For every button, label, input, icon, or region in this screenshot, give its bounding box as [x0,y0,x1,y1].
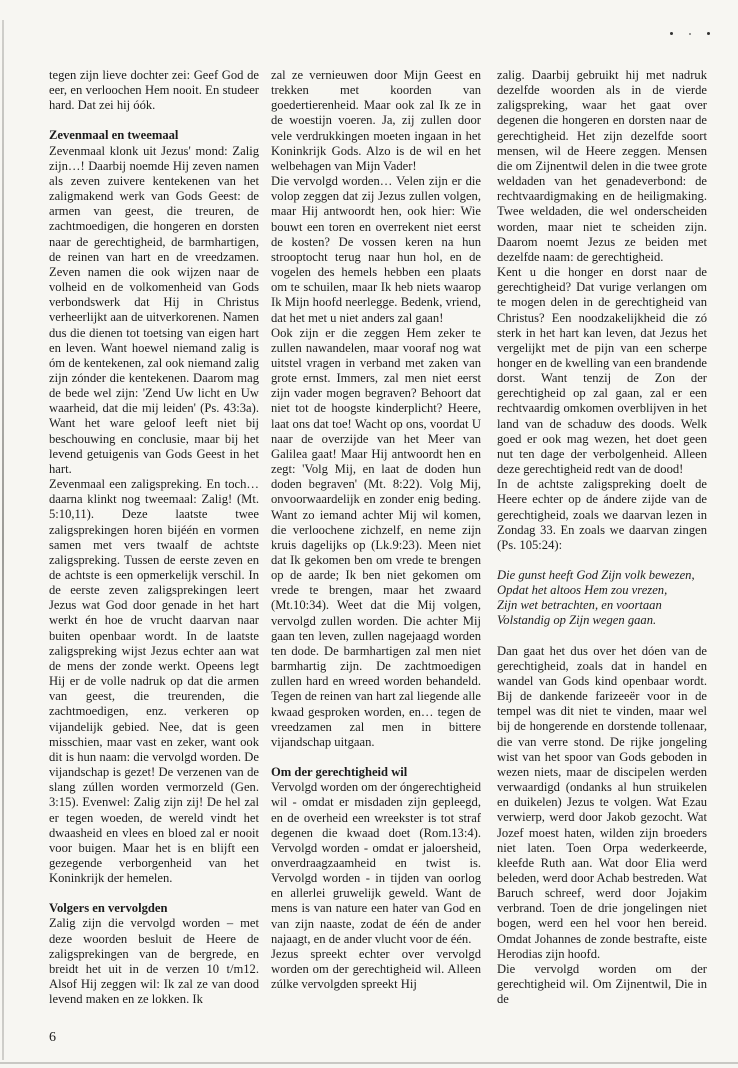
paragraph: Zalig zijn die vervolgd worden – met deze woorden besluit de Heere de zaligsprekingen van de bergrede, en breidt het uit in de verzen 10 t/m12. Alsof Hij zeggen wil: Ik zal ze van dood levend maken en ze lokken. Ik [49,916,259,1007]
paragraph: Kent u die honger en dorst naar de gerechtigheid? Dat vurige verlangen om te mogen delen in de gerechtigheid van Christus? Een noodzakelijkheid die zó sterk in het hart kan leven, dat Jezus het vergelijkt met de pijn van een scherpe honger en de kwelling van een brandende dorst. Want tenzij de Zon der gerechtigheid op zal gaan, zal er een rechtvaardig omkomen overblijven in het land van de schaduw des doods. Welk goed er ook mag wezen, het doet geen nut ten dage der verbolgenheid. Alleen deze gerechtigheid redt van de dood! [497,265,707,477]
paragraph: Ook zijn er die zeggen Hem zeker te zullen nawandelen, maar vooraf nog wat uitstel vragen in verband met zaken van grote ernst. Immers, zal men niet eerst zijn vader mogen begraven? Behoort dat niet tot de hoogste kinderplicht? Heere, laat ons dat toe! Wacht op ons, voordat U naar de overzijde van het Meer van Galilea gaat! Maar Hij antwoordt hen en zegt: 'Volg Mij, en laat de doden hun doden begraven' (Mt. 8:22). Volg Mij, onvoorwaardelijk en zonder enig beding. Want zo iemand achter Mij wil komen, die verloochene zichzelf, en neme zijn kruis dagelijks op (Lk.9:23). Meen niet dat Ik gekomen ben om vrede te brengen op de aarde; Ik ben niet gekomen om vrede te brengen, maar het zwaard (Mt.10:34). Weet dat die Mij volgen, vervolgd zullen worden. Die achter Mij gaan ten leven, zullen nagejaagd worden ten dode. De barmhartigen zal men niet barmhartig zijn. De zachtmoedigen zullen hard en wreed worden behandeld. Tegen de reinen van hart zal liegende alle kwaad gesproken worden, en… tegen de vreedzamen zal men in bittere vijandschap uitgaan. [271,325,481,749]
section-heading: Volgers en vervolgden [49,901,168,916]
paragraph: Die vervolgd worden om der gerechtigheid wil. Om Zijnentwil, Die in de [497,961,707,1007]
column-3 [497,68,707,1007]
paragraph: Die vervolgd worden… Velen zijn er die volop zeggen dat zij Jezus zullen volgen, maar Hij antwoordt hen, ook hier: Wie bouwt een toren en overrekent niet eerst de kosten? De vossen keren na hun strooptocht terug naar hun hol, en de vogelen des hemels hebben een plaats om te schuilen, maar Ik heb niets waarop Ik Mijn hoofd neerlegge. Bedenk, vriend, dat het met u niet anders zal gaan! [271,174,481,325]
paragraph: Jezus spreekt echter over vervolgd worden om der gerechtigheid wil. Alleen zúlke vervolgden spreekt Hij [271,946,481,992]
poem-line: Opdat het altoos Hem zou vrezen, [497,583,668,598]
page-number: 6 [49,1030,56,1045]
section-heading: Zevenmaal en tweemaal [49,128,179,143]
speck [707,32,710,35]
print-specks [670,32,710,35]
psalm-quote [497,568,707,629]
column-2 [271,68,481,992]
paragraph: tegen zijn lieve dochter zei: Geef God de eer, en verloochen Hem nooit. En studeer hard. Dat zei hij óók. [49,68,259,113]
paragraph: Vervolgd worden om der óngerechtigheid wil - omdat er misdaden zijn gepleegd, en de overheid een wreekster is tot straf degenen die kwaad doet (Rom.13:4). Vervolgd worden - omdat er jaloersheid, onverdraagzaamheid en twist is. Vervolgd worden - in tijden van oorlog en allerlei gruwelijk geweld. Want de mens is van nature een hater van God en van zijn naaste, zodat de één de ander najaagt, en de ander vlucht voor de één. [271,780,481,946]
poem-line: Die gunst heeft God Zijn volk bewezen, [497,568,695,582]
paragraph: zal ze vernieuwen door Mijn Geest en trekken met koorden van goedertierenheid. Maar ook zal Ik ze in de woestijn voeren. Ja, zij zullen door vele verdrukkingen moeten ingaan in het Koninkrijk Gods. Alzo is de wil en het welbehagen van Mijn Vader! [271,68,481,173]
paragraph: In de achtste zaligspreking doelt de Heere echter op de ándere zijde van de gerechtigheid, zoals we daarvan lezen in Zondag 33. En zoals we daarvan zingen (Ps. 105:24): [497,477,707,552]
paragraph: Zevenmaal een zaligspreking. En toch… daarna klinkt nog tweemaal: Zalig! (Mt. 5:10,11). Deze laatste twee zaligsprekingen horen bijéén en vormen samen met vers twaalf de achtste zaligspreking. Tussen de eerste zeven en de achtste is een opmerkelijk verschil. In de eerste zeven zaligsprekingen leert Jezus wat God door genade in het hart werkt én hoe de vrucht daarvan naar buiten openbaar wordt. In de laatste zaligspreking wijst Jezus echter aan wat de mens der zonde werkt. Opeens legt Hij er de volle nadruk op dat die armen van geest, die treurenden, die zachtmoedigen, enz. verkeren op vijandelijk gebied. Nee, dat is geen misschien, maar vast en zeker, want ook dit is hun naam: die vervolgd worden. De vijandschap is gezet! De verzenen van de slang zúllen worden vermorzeld (Gen. 3:15). Evenwel: Zalig zijn zij! De hel zal er tegen woeden, de wereld vindt het dwaasheid en vlees en bloed zal er nooit voor buigen. Maar het is en blijft een gezegende verborgenheid van het Koninkrijk der hemelen. [49,477,259,886]
speck [670,32,673,35]
poem-line: Volstandig op Zijn wegen gaan. [497,613,657,628]
page-left-edge [2,20,4,1060]
speck [689,33,691,35]
page-bottom-edge [0,1062,738,1064]
paragraph: Dan gaat het dus over het dóen van de gerechtigheid, zoals dat in handel en wandel van Gods kind openbaar wordt. Bij de dankende farizeeër voor in de tempel was dit niet te vinden, maar wel bij de hongerende en dorstende tollenaar, die van verre stond. De rijke jongeling wist van het spoor van Gods geboden in wezen niets, maar de discipelen werden verwaardigd (ondanks al hun struikelen en duikelen) Jezus te volgen. Wat Ezau verwierp, werd door Jakob gezocht. Wat Jozef moest haten, wilden zijn broeders niet laten. Toen Orpa wederkeerde, kleefde Ruth aan. Wat door Elia werd beleden, werd door Achab bestreden. Wat Baruch schreef, werd door Jojakim verbrand. Toen de drie jongelingen niet bogen, werd een hel voor hen bereid. Omdat Johannes de zonde bestrafte, eiste Herodias zijn hoofd. [497,643,707,961]
column-1 [49,68,259,1007]
paragraph: Zevenmaal klonk uit Jezus' mond: Zalig zijn…! Daarbij noemde Hij zeven namen als zeven zuivere kentekenen van het zaligmakend werk van Gods Geest: de armen van geest, die treuren, de zachtmoedigen, die hongeren en dorsten naar de gerechtigheid, de barmhartigen, de reinen van hart en de vreedzamen. Zeven namen die ook wijzen naar de volheid en de volkomenheid van Gods verbondswerk dat Hij in Christus verheerlijkt aan de uitverkorenen. Namen dus die dienen tot toetsing van eigen hart en leven. Want hoewel niemand zalig is óm de kentekenen, zal ook niemand zalig zijn zónder die kentekenen. Daarom mag de bede wel zijn: 'Zend Uw licht en Uw waarheid, dat die mij leiden' (Ps. 43:3a). Want het ware geloof leeft niet bij beschouwing en conclusie, maar bij het levend getuigenis van Gods Geest in het hart. [49,143,259,476]
paragraph: zalig. Daarbij gebruikt hij met nadruk dezelfde woorden als in de vierde zaligspreking, waar het gaat over degenen die hongeren en dorsten naar de gerechtigheid. Het zijn dezelfde soort mensen, wil de Heere zeggen. Mensen die om Zijnentwil delen in die twee grote weldaden van het genadeverbond: de rechtvaardigmaking en de heiligmaking. Twee weldaden, die wel onderscheiden worden, maar niet te scheiden zijn. Daarom noemt Jezus ze beiden met dezelfde naam: de gerechtigheid. [497,68,707,264]
poem-line: Zijn wet betrachten, en voortaan [497,598,662,613]
section-heading: Om der gerechtigheid wil [271,765,408,780]
